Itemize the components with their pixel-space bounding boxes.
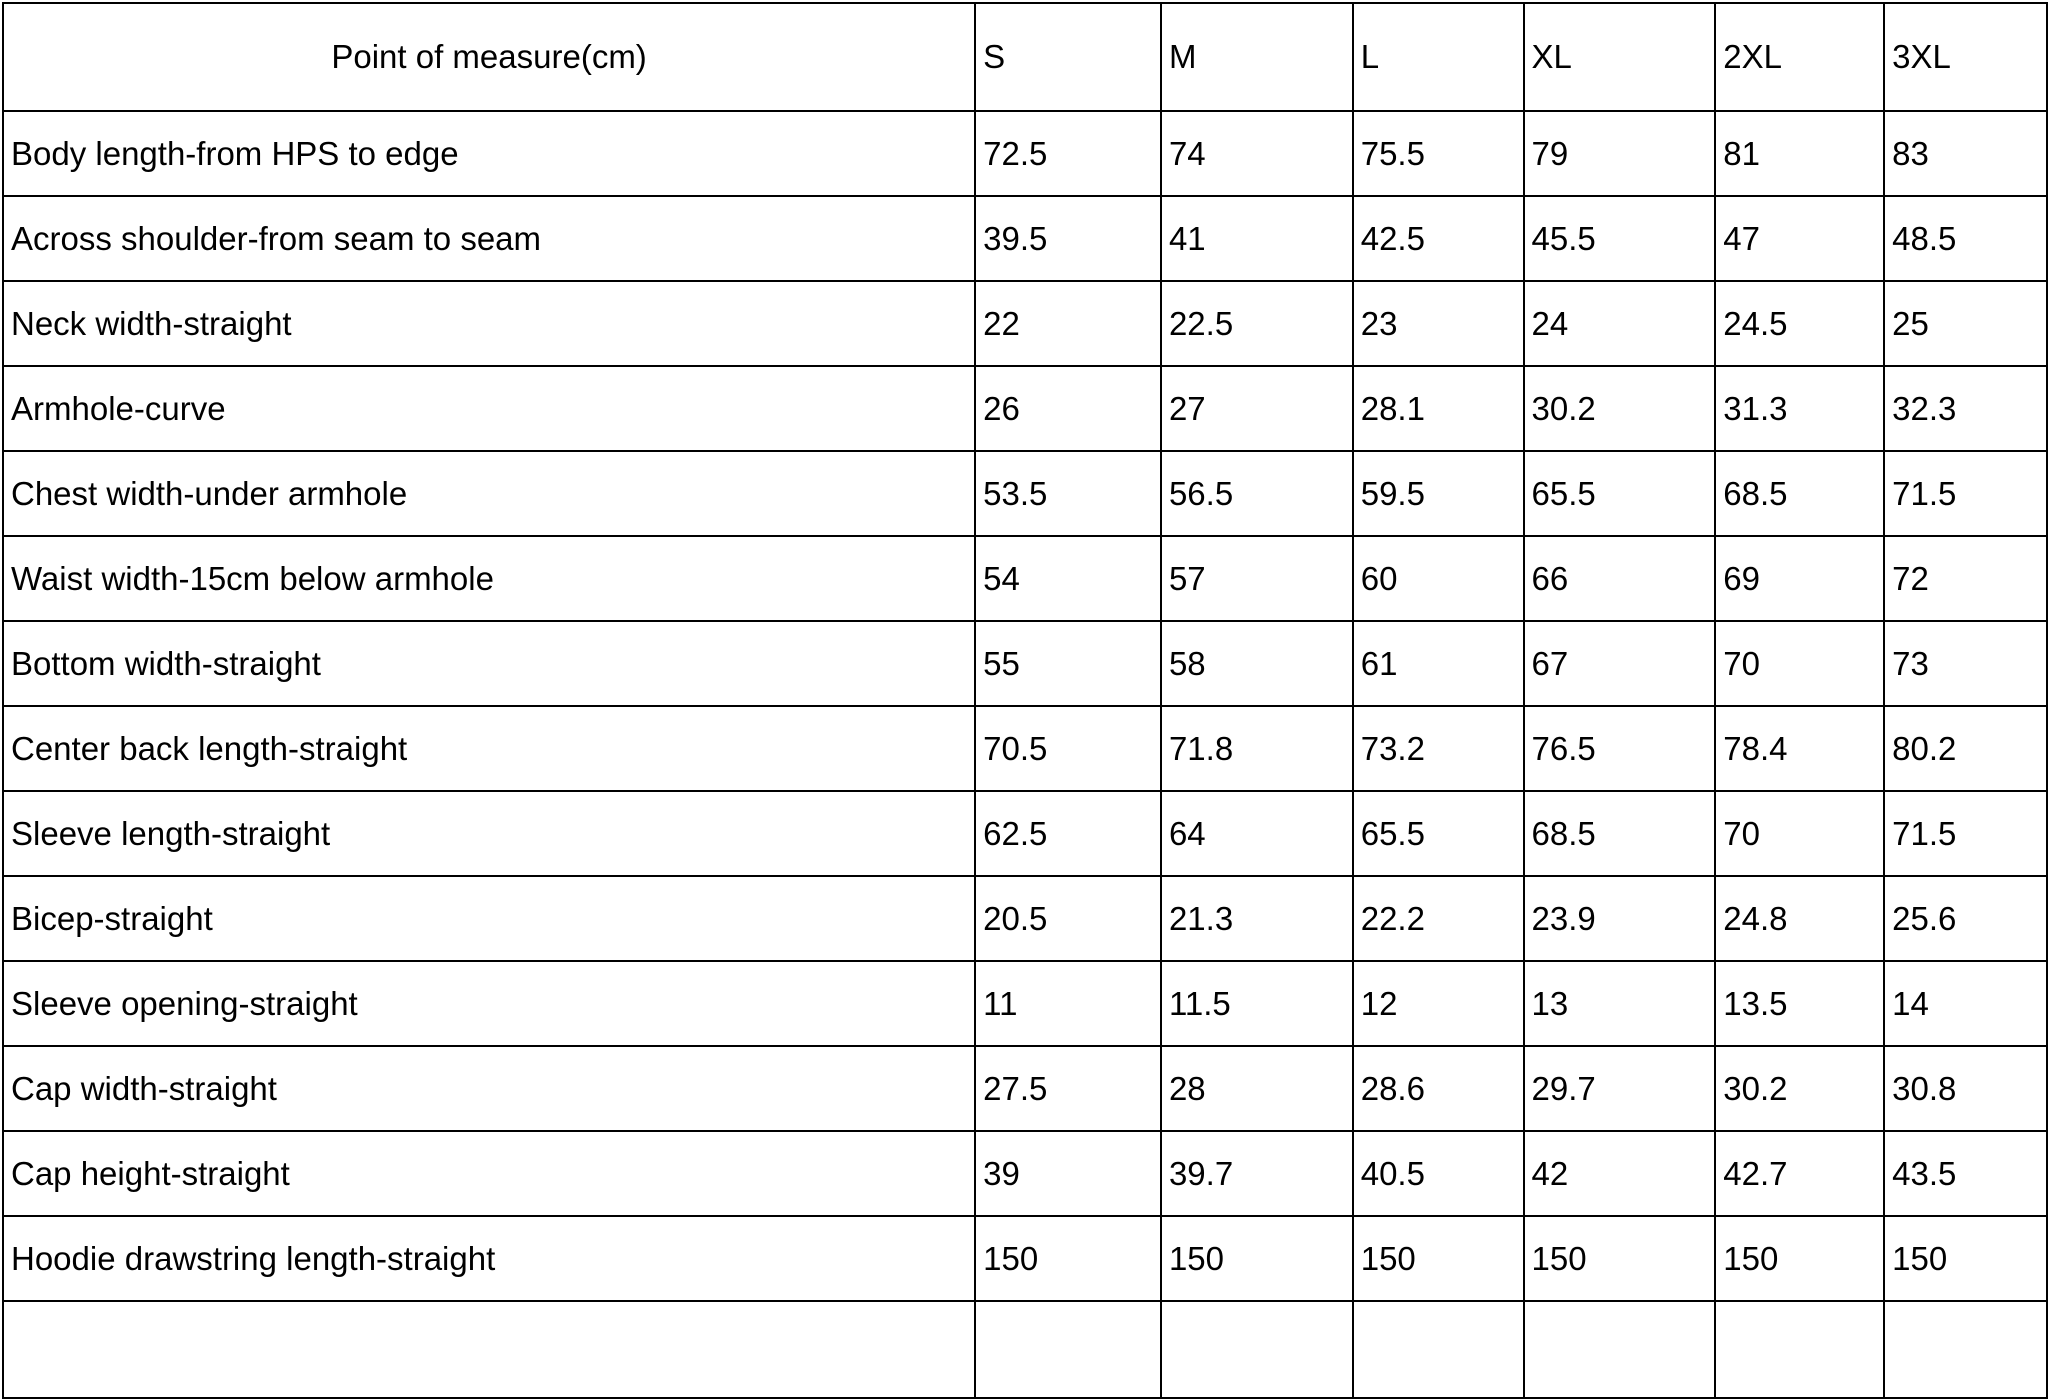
measure-value-cell: 74 [1161, 111, 1353, 196]
measure-value-cell: 45.5 [1524, 196, 1716, 281]
measure-value-cell: 24.8 [1715, 876, 1884, 961]
measure-value-cell: 67 [1524, 621, 1716, 706]
measure-value-cell: 22.5 [1161, 281, 1353, 366]
measure-label-cell: Neck width-straight [3, 281, 975, 366]
measure-value-cell: 62.5 [975, 791, 1161, 876]
column-header-size: XL [1524, 3, 1716, 111]
measure-value-cell: 25.6 [1884, 876, 2047, 961]
table-row [3, 1046, 2047, 1131]
measure-value-cell: 23.9 [1524, 876, 1716, 961]
measure-value-cell: 53.5 [975, 451, 1161, 536]
measure-value-cell: 72.5 [975, 111, 1161, 196]
measure-value-cell: 39 [975, 1131, 1161, 1216]
measure-value-cell: 30.8 [1884, 1046, 2047, 1131]
table-row [3, 621, 2047, 706]
measure-value-cell: 150 [1715, 1216, 1884, 1301]
measure-value-cell: 70 [1715, 621, 1884, 706]
empty-table-row [3, 1301, 2047, 1398]
measure-value-cell: 31.3 [1715, 366, 1884, 451]
measure-value-cell: 58 [1161, 621, 1353, 706]
measure-value-cell: 20.5 [975, 876, 1161, 961]
measure-value-cell: 150 [975, 1216, 1161, 1301]
measure-value-cell: 12 [1353, 961, 1524, 1046]
measure-value-cell: 83 [1884, 111, 2047, 196]
measure-value-cell: 66 [1524, 536, 1716, 621]
measure-value-cell [975, 1301, 1161, 1398]
measure-value-cell: 30.2 [1715, 1046, 1884, 1131]
measure-value-cell: 57 [1161, 536, 1353, 621]
measure-value-cell: 71.8 [1161, 706, 1353, 791]
measure-value-cell: 42.5 [1353, 196, 1524, 281]
measure-value-cell: 43.5 [1884, 1131, 2047, 1216]
table-row [3, 791, 2047, 876]
measure-value-cell: 39.7 [1161, 1131, 1353, 1216]
measure-value-cell: 29.7 [1524, 1046, 1716, 1131]
measure-value-cell: 60 [1353, 536, 1524, 621]
table-row [3, 196, 2047, 281]
measure-value-cell: 150 [1524, 1216, 1716, 1301]
measure-value-cell: 78.4 [1715, 706, 1884, 791]
table-row [3, 876, 2047, 961]
measure-value-cell: 42.7 [1715, 1131, 1884, 1216]
measure-value-cell: 61 [1353, 621, 1524, 706]
measure-label-cell: Sleeve length-straight [3, 791, 975, 876]
measure-label-cell: Body length-from HPS to edge [3, 111, 975, 196]
header-row [3, 3, 2047, 111]
column-header-size: S [975, 3, 1161, 111]
measure-value-cell: 150 [1884, 1216, 2047, 1301]
measure-value-cell: 32.3 [1884, 366, 2047, 451]
measure-value-cell: 22.2 [1353, 876, 1524, 961]
measure-value-cell: 28.1 [1353, 366, 1524, 451]
measure-value-cell: 68.5 [1715, 451, 1884, 536]
measure-label-cell [3, 1301, 975, 1398]
measure-value-cell: 30.2 [1524, 366, 1716, 451]
measure-value-cell [1353, 1301, 1524, 1398]
measure-value-cell: 13 [1524, 961, 1716, 1046]
table-row [3, 706, 2047, 791]
column-header-size: 2XL [1715, 3, 1884, 111]
measure-label-cell: Chest width-under armhole [3, 451, 975, 536]
measure-value-cell: 73.2 [1353, 706, 1524, 791]
measure-value-cell: 13.5 [1715, 961, 1884, 1046]
measure-value-cell: 70 [1715, 791, 1884, 876]
measure-value-cell: 24 [1524, 281, 1716, 366]
measure-label-cell: Bicep-straight [3, 876, 975, 961]
measure-value-cell: 81 [1715, 111, 1884, 196]
measure-value-cell: 71.5 [1884, 791, 2047, 876]
measure-value-cell: 11 [975, 961, 1161, 1046]
measure-value-cell: 79 [1524, 111, 1716, 196]
measure-value-cell: 72 [1884, 536, 2047, 621]
measure-value-cell: 14 [1884, 961, 2047, 1046]
column-header-point-of-measure: Point of measure(cm) [3, 3, 975, 111]
measure-value-cell: 55 [975, 621, 1161, 706]
measure-value-cell: 150 [1161, 1216, 1353, 1301]
table-row [3, 451, 2047, 536]
measure-value-cell: 150 [1353, 1216, 1524, 1301]
measure-value-cell: 71.5 [1884, 451, 2047, 536]
column-header-size: L [1353, 3, 1524, 111]
measure-value-cell: 47 [1715, 196, 1884, 281]
table-row [3, 1216, 2047, 1301]
measure-label-cell: Hoodie drawstring length-straight [3, 1216, 975, 1301]
measure-value-cell: 68.5 [1524, 791, 1716, 876]
measure-value-cell [1524, 1301, 1716, 1398]
measure-value-cell: 27.5 [975, 1046, 1161, 1131]
measure-label-cell: Center back length-straight [3, 706, 975, 791]
measure-value-cell: 40.5 [1353, 1131, 1524, 1216]
table-row [3, 281, 2047, 366]
measure-value-cell: 11.5 [1161, 961, 1353, 1046]
measure-value-cell [1161, 1301, 1353, 1398]
measure-value-cell: 48.5 [1884, 196, 2047, 281]
column-header-size: 3XL [1884, 3, 2047, 111]
measure-label-cell: Cap width-straight [3, 1046, 975, 1131]
measure-label-cell: Bottom width-straight [3, 621, 975, 706]
table-row [3, 1131, 2047, 1216]
measure-value-cell [1715, 1301, 1884, 1398]
size-chart-table [2, 2, 2048, 1399]
measure-value-cell: 22 [975, 281, 1161, 366]
measure-value-cell: 65.5 [1353, 791, 1524, 876]
measure-value-cell: 69 [1715, 536, 1884, 621]
measure-value-cell: 64 [1161, 791, 1353, 876]
measure-label-cell: Cap height-straight [3, 1131, 975, 1216]
measure-value-cell: 56.5 [1161, 451, 1353, 536]
measure-value-cell: 65.5 [1524, 451, 1716, 536]
measure-label-cell: Armhole-curve [3, 366, 975, 451]
table-row [3, 961, 2047, 1046]
measure-value-cell: 70.5 [975, 706, 1161, 791]
measure-value-cell: 39.5 [975, 196, 1161, 281]
measure-value-cell: 80.2 [1884, 706, 2047, 791]
measure-value-cell: 21.3 [1161, 876, 1353, 961]
measure-value-cell: 41 [1161, 196, 1353, 281]
measure-value-cell: 26 [975, 366, 1161, 451]
measure-value-cell: 27 [1161, 366, 1353, 451]
column-header-size: M [1161, 3, 1353, 111]
measure-label-cell: Sleeve opening-straight [3, 961, 975, 1046]
measure-value-cell: 42 [1524, 1131, 1716, 1216]
measure-value-cell: 76.5 [1524, 706, 1716, 791]
table-row [3, 366, 2047, 451]
measure-value-cell: 75.5 [1353, 111, 1524, 196]
measure-label-cell: Across shoulder-from seam to seam [3, 196, 975, 281]
measure-value-cell: 28.6 [1353, 1046, 1524, 1131]
measure-value-cell: 24.5 [1715, 281, 1884, 366]
measure-value-cell: 25 [1884, 281, 2047, 366]
measure-value-cell: 73 [1884, 621, 2047, 706]
measure-value-cell: 28 [1161, 1046, 1353, 1131]
table-row [3, 111, 2047, 196]
table-row [3, 536, 2047, 621]
measure-value-cell: 23 [1353, 281, 1524, 366]
measure-value-cell [1884, 1301, 2047, 1398]
measure-value-cell: 59.5 [1353, 451, 1524, 536]
measure-label-cell: Waist width-15cm below armhole [3, 536, 975, 621]
measure-value-cell: 54 [975, 536, 1161, 621]
